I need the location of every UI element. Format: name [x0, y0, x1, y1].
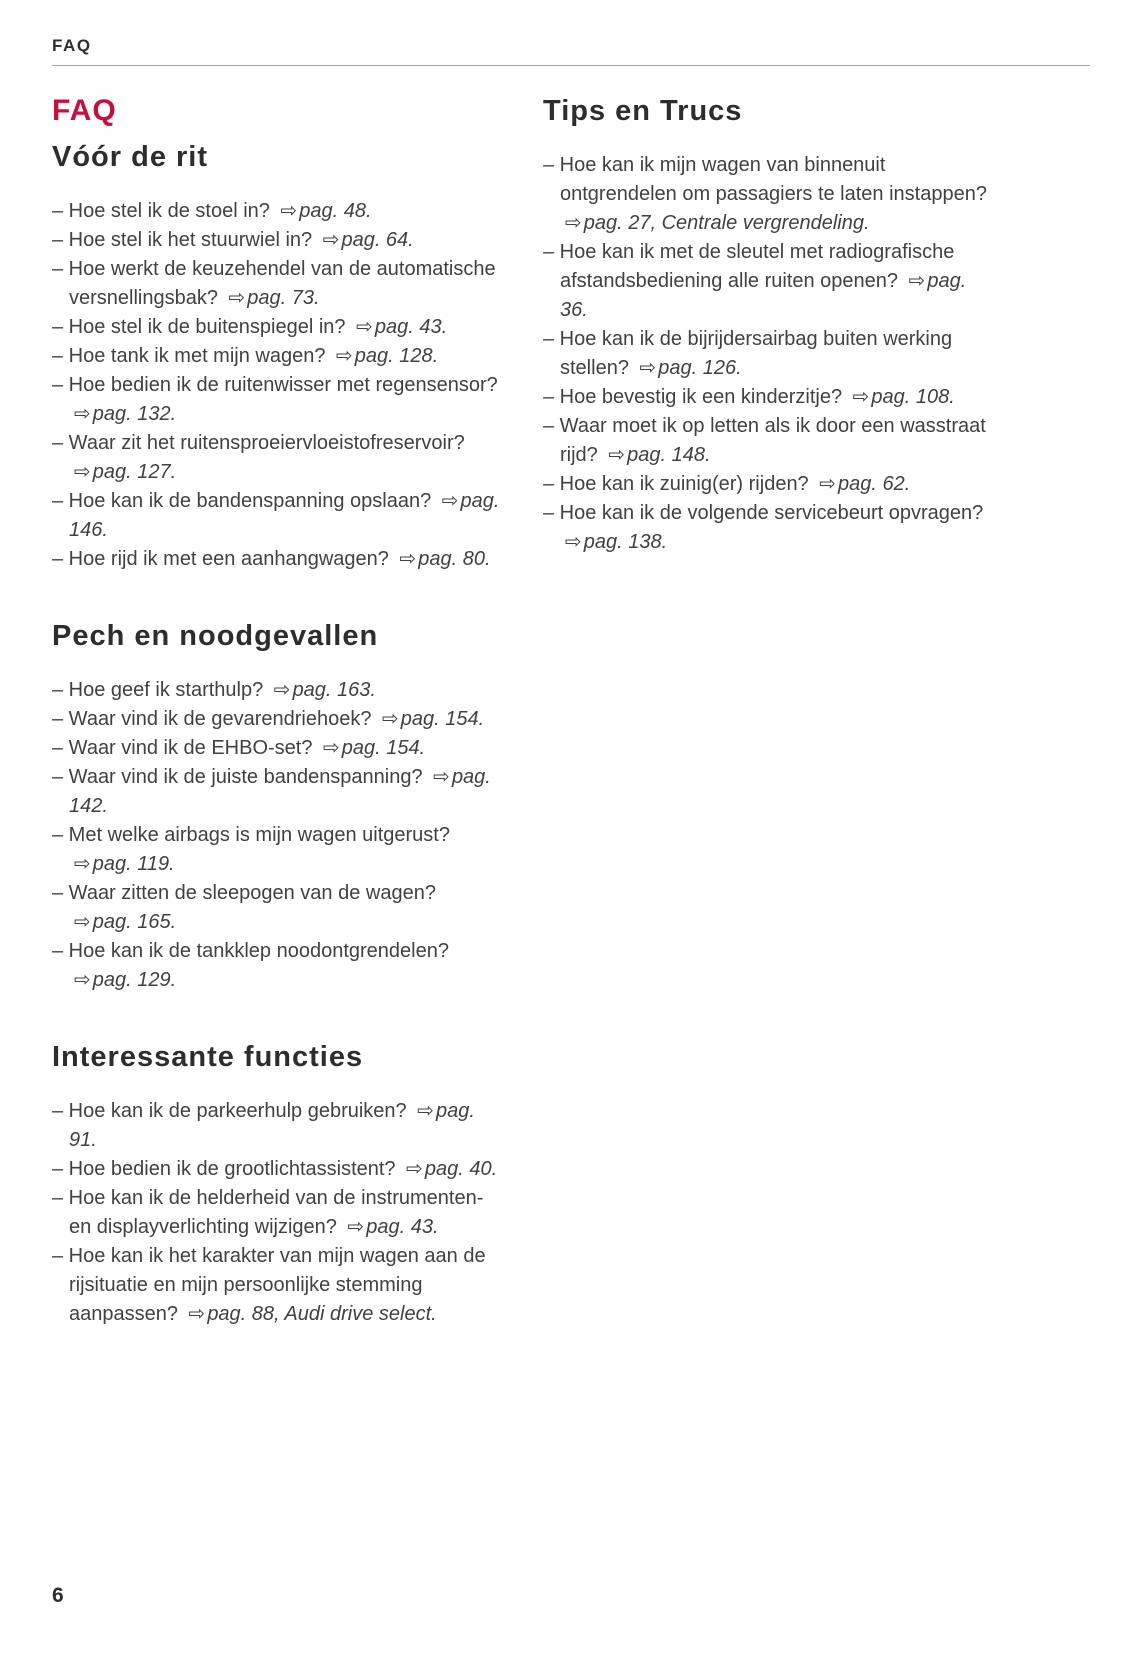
chapter-title: FAQ	[52, 94, 117, 127]
faq-list	[52, 1097, 504, 1329]
page-ref-arrow-icon: ⇨	[908, 270, 926, 292]
section-title: Tips en Trucs	[543, 95, 743, 127]
page-ref: pag. 165.	[92, 911, 177, 933]
page-ref: pag. 138.	[583, 531, 668, 553]
page-ref-arrow-icon: ⇨	[565, 531, 582, 553]
item-question: – Hoe kan ik de bandenspanning opslaan?	[52, 490, 437, 512]
item-question: – Hoe tank ik met mijn wagen?	[52, 345, 332, 367]
page-ref: pag. 36.	[560, 270, 967, 321]
item-question: – Waar vind ik de gevarendriehoek?	[52, 708, 377, 730]
page-ref: pag. 48.	[299, 200, 372, 222]
page-ref-arrow-icon: ⇨	[382, 708, 399, 730]
page-ref-arrow-icon: ⇨	[188, 1303, 206, 1325]
page-ref-arrow-icon: ⇨	[74, 969, 91, 991]
faq-item	[52, 1184, 504, 1242]
faq-item	[52, 705, 504, 734]
section-title: Vóór de rit	[52, 141, 209, 173]
page-ref: pag. 43.	[366, 1216, 439, 1238]
item-question: – Hoe kan ik met de sleutel met radiografische afstandsbediening alle ruiten openen?	[543, 241, 955, 292]
item-question: – Hoe kan ik zuinig(er) rijden?	[543, 473, 815, 495]
item-question: – Hoe stel ik het stuurwiel in?	[52, 229, 318, 251]
page-ref: pag. 40.	[424, 1158, 498, 1180]
item-question: – Hoe rijd ik met een aanhangwagen?	[52, 548, 395, 570]
faq-item	[52, 255, 504, 313]
page-ref: pag. 128.	[354, 345, 439, 367]
page-ref-arrow-icon: ⇨	[228, 287, 246, 309]
page-ref: pag. 80.	[418, 548, 491, 570]
faq-item	[52, 197, 504, 226]
item-question: – Waar vind ik de juiste bandenspanning?	[52, 766, 429, 788]
page-ref-arrow-icon: ⇨	[273, 679, 291, 701]
page-ref-arrow-icon: ⇨	[347, 1216, 365, 1238]
page-ref: pag. 132.	[92, 403, 177, 425]
item-question: – Waar zitten de sleepogen van de wagen?	[52, 882, 436, 904]
right-column	[543, 93, 995, 1329]
item-question: – Hoe bevestig ik een kinderzitje?	[543, 386, 848, 408]
item-question: – Hoe kan ik de volgende servicebeurt opvragen?	[543, 502, 984, 524]
page-ref-arrow-icon: ⇨	[608, 444, 626, 466]
item-question: – Hoe werkt de keuzehendel van de automatische versnellingsbak?	[52, 258, 496, 309]
left-column	[52, 93, 504, 1329]
item-question: – Hoe stel ik de stoel in?	[52, 200, 276, 222]
faq-item	[543, 412, 995, 470]
faq-item	[52, 1097, 504, 1155]
faq-list	[52, 197, 504, 574]
content-columns	[52, 93, 1090, 1329]
page-ref: pag. 142.	[69, 766, 491, 817]
item-question: – Hoe bedien ik de ruitenwisser met regensensor?	[52, 374, 498, 396]
page-ref: pag. 154.	[400, 708, 485, 730]
item-question: – Hoe kan ik de helderheid van de instrumenten- en displayverlichting wijzigen?	[52, 1187, 484, 1238]
item-question: – Met welke airbags is mijn wagen uitgerust?	[52, 824, 450, 846]
page-ref: pag. 64.	[341, 229, 414, 251]
item-question: – Hoe kan ik mijn wagen van binnenuit ontgrendelen om passagiers te laten instappen?	[543, 154, 987, 205]
faq-item	[52, 821, 504, 879]
item-question: – Hoe bedien ik de grootlichtassistent?	[52, 1158, 402, 1180]
page-ref: pag. 62.	[838, 473, 911, 495]
faq-section	[52, 1039, 504, 1329]
page-ref: pag. 91.	[69, 1100, 475, 1151]
faq-item	[52, 937, 504, 995]
faq-item	[52, 226, 504, 255]
page-ref-arrow-icon: ⇨	[417, 1100, 434, 1122]
section-title: Interessante functies	[52, 1041, 364, 1073]
faq-section	[52, 618, 504, 995]
faq-item	[52, 342, 504, 371]
page-ref: pag. 163.	[292, 679, 376, 701]
item-question: – Hoe stel ik de buitenspiegel in?	[52, 316, 352, 338]
faq-item	[52, 879, 504, 937]
faq-item	[52, 429, 504, 487]
faq-item	[52, 545, 504, 574]
page-ref-arrow-icon: ⇨	[565, 212, 582, 234]
page-ref: pag. 154.	[341, 737, 426, 759]
item-question: – Hoe kan ik de tankklep noodontgrendelen?	[52, 940, 449, 962]
faq-item	[543, 383, 995, 412]
faq-item	[52, 676, 504, 705]
page-ref: pag. 43.	[374, 316, 448, 338]
page-ref-arrow-icon: ⇨	[74, 853, 91, 875]
item-question: – Hoe kan ik de parkeerhulp gebruiken?	[52, 1100, 413, 1122]
faq-section	[543, 93, 995, 557]
running-header: FAQ	[52, 36, 92, 55]
section-title: Pech en noodgevallen	[52, 620, 379, 652]
page-ref: pag. 126.	[658, 357, 742, 379]
faq-item	[52, 763, 504, 821]
faq-item	[52, 734, 504, 763]
page-ref-arrow-icon: ⇨	[399, 548, 417, 570]
faq-item	[52, 371, 504, 429]
item-question: – Waar zit het ruitensproeiervloeistofreservoir?	[52, 432, 465, 454]
page-number: 6	[52, 1584, 65, 1607]
item-question: – Hoe kan ik de bijrijdersairbag buiten werking stellen?	[543, 328, 953, 379]
page-ref-arrow-icon: ⇨	[74, 403, 91, 425]
faq-item	[52, 487, 504, 545]
page-ref-arrow-icon: ⇨	[433, 766, 450, 788]
faq-item	[52, 1242, 504, 1329]
page-ref: pag. 129.	[92, 969, 177, 991]
faq-section	[52, 139, 504, 574]
page-ref-arrow-icon: ⇨	[74, 911, 91, 933]
page-ref: pag. 148.	[627, 444, 711, 466]
faq-item	[543, 470, 995, 499]
item-question: – Hoe geef ik starthulp?	[52, 679, 269, 701]
faq-item	[543, 238, 995, 325]
page-ref: pag. 108.	[871, 386, 955, 408]
page-ref: pag. 27, Centrale vergrendeling.	[583, 212, 870, 234]
page-ref-arrow-icon: ⇨	[819, 473, 837, 495]
page-ref: pag. 73.	[247, 287, 320, 309]
left-sections	[52, 139, 504, 1329]
page-ref: pag. 146.	[69, 490, 500, 541]
page-ref-arrow-icon: ⇨	[406, 1158, 423, 1180]
page-ref: pag. 119.	[92, 853, 175, 875]
page-ref-arrow-icon: ⇨	[639, 357, 657, 379]
faq-item	[543, 499, 995, 557]
page-ref-arrow-icon: ⇨	[356, 316, 373, 338]
page-ref: pag. 88, Audi drive select.	[207, 1303, 437, 1325]
right-sections	[543, 93, 995, 557]
page-ref-arrow-icon: ⇨	[336, 345, 353, 367]
item-question: – Hoe kan ik het karakter van mijn wagen aan de rijsituatie en mijn persoonlijke stemming aanpassen?	[52, 1245, 486, 1325]
page-ref-arrow-icon: ⇨	[280, 200, 298, 222]
page-ref-arrow-icon: ⇨	[852, 386, 870, 408]
page-ref-arrow-icon: ⇨	[74, 461, 91, 483]
page-ref: pag. 127.	[92, 461, 177, 483]
faq-item	[52, 1155, 504, 1184]
item-question: – Waar moet ik op letten als ik door een wasstraat rijd?	[543, 415, 986, 466]
faq-item	[543, 151, 995, 238]
page-ref-arrow-icon: ⇨	[323, 737, 340, 759]
faq-item	[52, 313, 504, 342]
faq-list	[543, 151, 995, 557]
item-question: – Waar vind ik de EHBO-set?	[52, 737, 319, 759]
faq-item	[543, 325, 995, 383]
page-ref-arrow-icon: ⇨	[322, 229, 340, 251]
faq-list	[52, 676, 504, 995]
header-rule	[52, 65, 1090, 66]
page-ref-arrow-icon: ⇨	[441, 490, 459, 512]
